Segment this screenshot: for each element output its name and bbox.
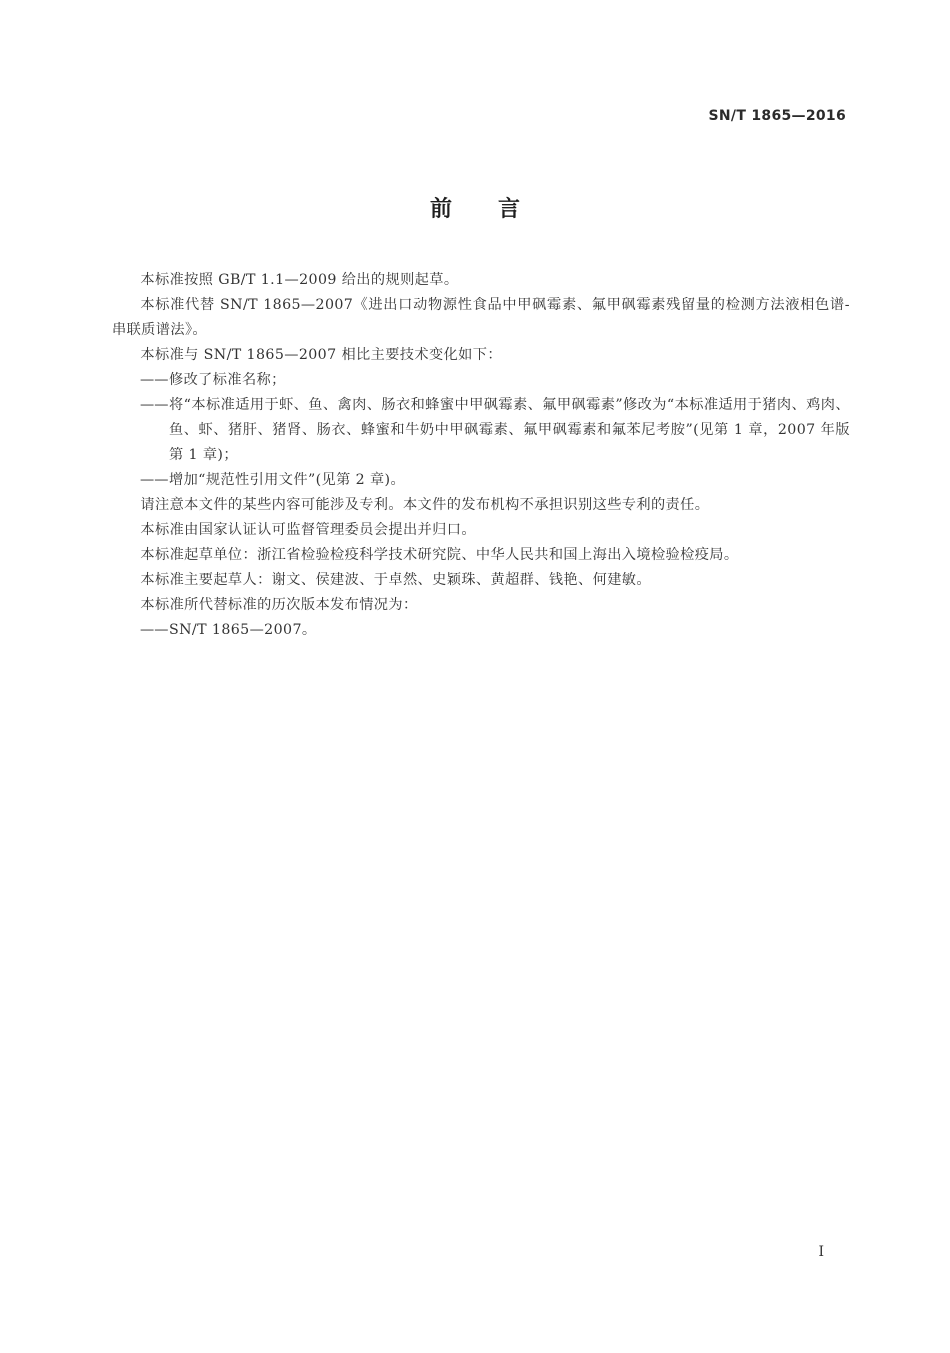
paragraph-drafting-rules: 本标准按照 GB/T 1.1—2009 给出的规则起草。 (140, 272, 459, 288)
change-item-text: 将“本标准适用于虾、鱼、禽肉、肠衣和蜂蜜中甲砜霉素、氟甲砜霉素”修改为“本标准适用于猪肉、鸡肉、鱼、虾、猪肝、猪肾、肠衣、蜂蜜和牛奶中甲砜霉素、氟甲砜霉素和氟苯尼考胺”(见第 1 章，2007 年版第 1 章)； (169, 397, 850, 463)
previous-edition-text: SN/T 1865—2007。 (169, 622, 317, 638)
paragraph-previous-editions: 本标准所代替标准的历次版本发布情况为： (140, 597, 418, 613)
paragraph-proposer: 本标准由国家认证认可监督管理委员会提出并归口。 (140, 522, 476, 538)
previous-edition-item (112, 618, 850, 643)
paragraph-replaces: 本标准代替 SN/T 1865—2007《进出口动物源性食品中甲砜霉素、氟甲砜霉素残留量的检测方法液相色谱-串联质谱法》。 (112, 297, 850, 338)
change-item-text: 修改了标准名称； (169, 372, 286, 388)
paragraph-drafters: 本标准主要起草人：谢文、侯建波、于卓然、史颖珠、黄超群、钱艳、何建敏。 (140, 572, 651, 588)
foreword-body (112, 268, 850, 643)
dash-mark: —— (140, 472, 169, 488)
page-title: 前言 (429, 197, 566, 222)
page-number: I (818, 1244, 824, 1260)
paragraph-patent-notice: 请注意本文件的某些内容可能涉及专利。本文件的发布机构不承担识别这些专利的责任。 (140, 497, 710, 513)
change-item-scope (112, 393, 850, 468)
change-item-name (112, 368, 850, 393)
change-item-references (112, 468, 850, 493)
dash-mark: —— (140, 622, 169, 638)
change-item-text: 增加“规范性引用文件”(见第 2 章)。 (169, 472, 406, 488)
paragraph-drafting-units: 本标准起草单位：浙江省检验检疫科学技术研究院、中华人民共和国上海出入境检验检疫局。 (140, 547, 739, 563)
dash-mark: —— (140, 372, 169, 388)
document-code: SN/T 1865—2016 (708, 108, 846, 124)
dash-mark: —— (140, 397, 169, 413)
paragraph-changes-intro: 本标准与 SN/T 1865—2007 相比主要技术变化如下： (140, 347, 502, 363)
